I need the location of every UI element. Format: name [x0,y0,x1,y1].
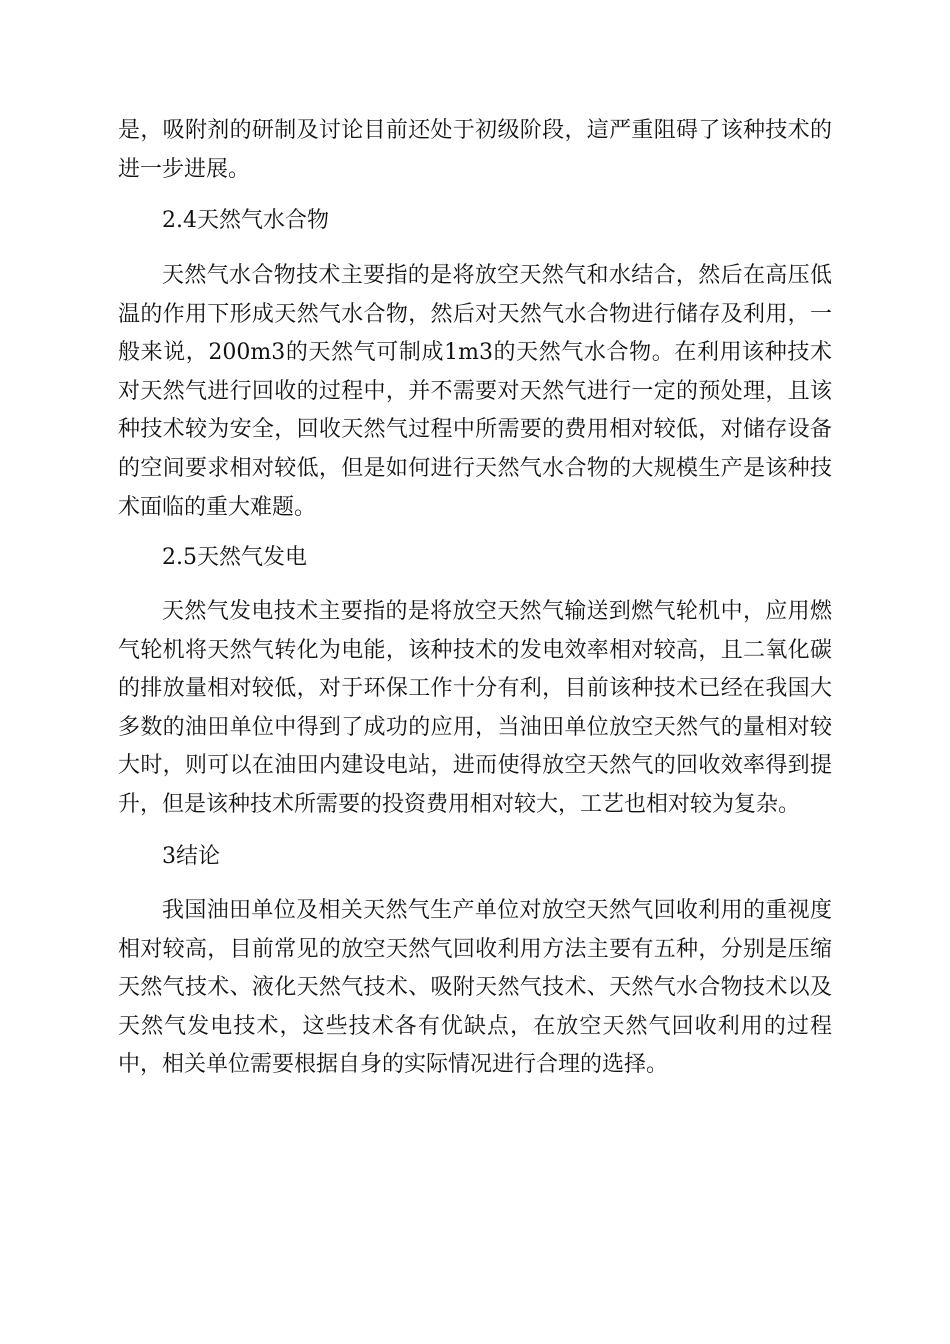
paragraph-gas-hydrate: 天然气水合物技术主要指的是将放空天然气和水结合，然后在高压低温的作用下形成天然气水合物，然后对天然气水合物进行储存及利用，一般来说，200m3的天然气可制成1m3的天然气水合物。在利用该种技术对天然气进行回收的过程中，并不需要对天然气进行一定的预处理，且该种技术较为安全，回收天然气过程中所需要的费用相对较低，对储存设备的空间要求相对较低，但是如何进行天然气水合物的大规模生产是该种技术面临的重大难题。 [118,263,832,520]
section-heading-2-5: 2.5天然气发电 [162,545,307,570]
paragraph-conclusion: 我国油田单位及相关天然气生产单位对放空天然气回收利用的重视度相对较高，目前常见的放空天然气回收利用方法主要有五种，分别是压缩天然气技术、液化天然气技术、吸附天然气技术、天然气水合物技术以及天然气发电技术，这些技术各有优缺点，在放空天然气回收利用的过程中，相关单位需要根据自身的实际情况进行合理的选择。 [118,898,832,1078]
section-heading-2-4: 2.4天然气水合物 [162,208,329,233]
paragraph-continuation: 是，吸附剂的研制及讨论目前还处于初级阶段，這严重阻碍了该种技术的进一步进展。 [118,118,832,182]
paragraph-gas-power: 天然气发电技术主要指的是将放空天然气输送到燃气轮机中，应用燃气轮机将天然气转化为电能，该种技术的发电效率相对较高，且二氧化碳的排放量相对较低，对于环保工作十分有利，目前该种技术已经在我国大多数的油田单位中得到了成功的应用，当油田单位放空天然气的量相对较大时，则可以在油田内建设电站，进而使得放空天然气的回收效率得到提升，但是该种技术所需要的投资费用相对较大，工艺也相对较为复杂。 [118,599,832,817]
section-heading-3: 3结论 [162,844,220,869]
